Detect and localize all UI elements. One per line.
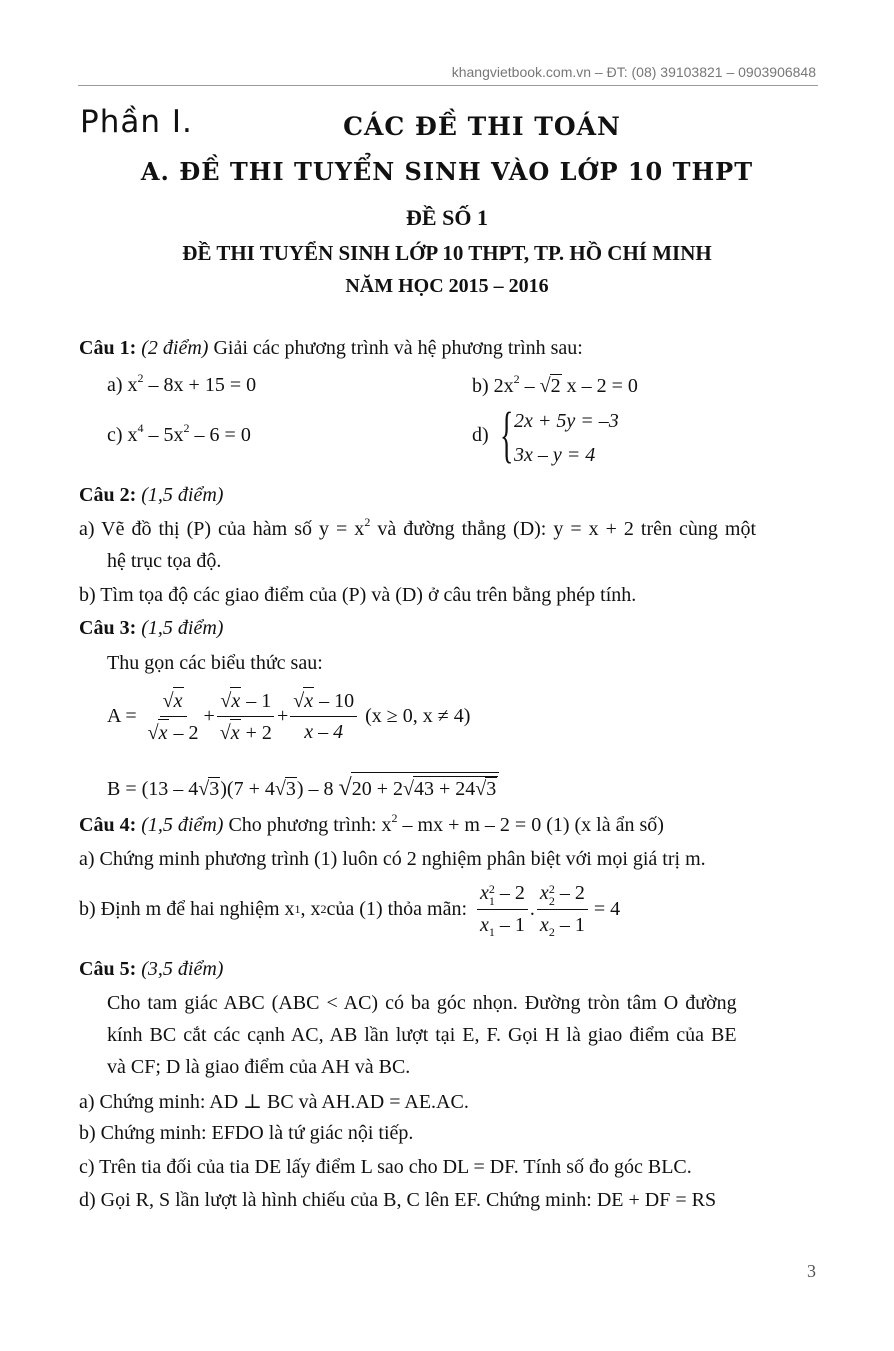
question-5-heading: [79, 958, 223, 981]
q2-part-a-line1: a) Vẽ đồ thị (P) của hàm số $y = x^2$ và đường thẳng (D): y = x + 2 trên cùng một: [79, 515, 757, 540]
q5-paragraph-line3: và CF; D là giao điểm của AH và BC.: [107, 1056, 411, 1078]
q5-part-a: a) Chứng minh: AD ⊥ BC và AH.AD = AE.AC.: [79, 1091, 469, 1113]
exam-year: NĂM HỌC 2015 – 2016: [345, 275, 549, 297]
question-label: Câu 4:: [79, 814, 137, 836]
section-title: A. ĐỀ THI TUYỂN SINH VÀO LỚP 10 THPT: [140, 157, 754, 186]
question-label: Câu 1:: [79, 337, 137, 359]
part-label: Phần I.: [80, 104, 193, 140]
question-points: (1,5 điểm): [141, 484, 224, 506]
expression-B: B = (13 – 4√3)(7 + 4√3) – 8 √20 + 2√43 + 24√3: [107, 772, 499, 802]
q5-part-d: d) Gọi R, S lần lượt là hình chiếu của B, C lên EF. Chứng minh: DE + DF = RS: [79, 1189, 717, 1211]
question-3-heading: [79, 617, 223, 640]
q5-part-c: c) Trên tia đối của tia DE lấy điểm L sao cho DL = DF. Tính số đo góc BLC.: [79, 1156, 692, 1178]
question-points: (1,5 điểm): [141, 814, 224, 836]
q1-part-a: a) $x^2 - 8x + 15 = 0$: [107, 371, 257, 396]
system-brace: {: [500, 401, 514, 469]
q1-part-c: c) $x^4 - 5x^2 - 6 = 0$: [107, 421, 251, 446]
fraction-g1: x 2 1 – 2 $x_1 - 1$: [477, 880, 528, 937]
fraction-2: $\frac{√x - 1}{√x + 2}$: [217, 687, 275, 746]
q3-intro: Thu gọn các biểu thức sau:: [107, 652, 323, 674]
question-text: Giải các phương trình và hệ phương trình sau:: [213, 337, 583, 359]
exam-name: ĐỀ THI TUYỂN SINH LỚP 10 THPT, TP. HỒ CHÍ MINH: [182, 241, 712, 265]
question-label: Câu 2:: [79, 484, 137, 506]
main-title: CÁC ĐỀ THI TOÁN: [343, 112, 621, 141]
page-number: 3: [807, 1261, 816, 1281]
question-points: (2 điểm): [141, 337, 209, 359]
q2-part-b: b) Tìm tọa độ các giao điểm của (P) và (D) ở câu trên bằng phép tính.: [79, 584, 637, 606]
fraction-3: $\frac{√x - 10}{x - 4}$: [290, 687, 357, 745]
fraction-1: $\frac{√x}{√x - 2}$: [145, 687, 202, 746]
header-rule: [78, 85, 818, 86]
question-4-heading: Câu 4: (1,5 điểm) Cho phương trình: $x^2$ – mx + m – 2 = 0 (1) (x là ẩn số): [79, 811, 664, 836]
q1-system-eq1: 2x + 5y = –3: [514, 410, 619, 432]
q5-paragraph-line2: kính BC cắt các cạnh AC, AB lần lượt tại E, F. Gọi H là giao điểm của BE: [107, 1024, 737, 1046]
sqrt-symbol: √2: [539, 375, 561, 397]
question-2-heading: [79, 484, 223, 507]
q4-part-a: a) Chứng minh phương trình (1) luôn có 2 nghiệm phân biệt với mọi giá trị m.: [79, 848, 706, 870]
running-header: khangvietbook.com.vn – ĐT: (08) 39103821 – 0903906848: [451, 64, 816, 80]
question-label: Câu 5:: [79, 958, 137, 980]
q2-part-a-line2: hệ trục tọa độ.: [107, 550, 222, 572]
q5-part-b: b) Chứng minh: EFDO là tứ giác nội tiếp.: [79, 1122, 414, 1144]
question-points: (3,5 điểm): [141, 958, 224, 980]
exam-number: ĐỀ SỐ 1: [406, 205, 488, 230]
q1-part-b: b) $2x^2 - √2$ x – 2 = 0: [472, 372, 638, 397]
fraction-g2: x 2 2 – 2 $x_2 - 1$: [537, 880, 588, 937]
q1-system-eq2: 3x – y = 4: [514, 444, 596, 466]
expression-A: A = $\frac{√x}{√x - 2}$ + $\frac{√x - 1}{√x + 2}$ + $\frac{√x - 10}{x - 4}$ (x ≥ 0, x ≠ 4): [107, 686, 470, 746]
q4-part-b: b) Định m để hai nghiệm x 1 , x 2 của (1) thỏa mãn: x 2 1 – 2 $x_1 - 1$ . x 2 2 – 2 $x_2 - 1$ = 4: [79, 881, 621, 939]
question-label: Câu 3:: [79, 617, 137, 639]
question-points: (1,5 điểm): [141, 617, 224, 639]
q1-part-d-label: d): [472, 424, 489, 446]
question-1-heading: [79, 337, 583, 360]
q5-paragraph-line1: Cho tam giác ABC (ABC < AC) có ba góc nhọn. Đường tròn tâm O đường: [107, 992, 737, 1014]
